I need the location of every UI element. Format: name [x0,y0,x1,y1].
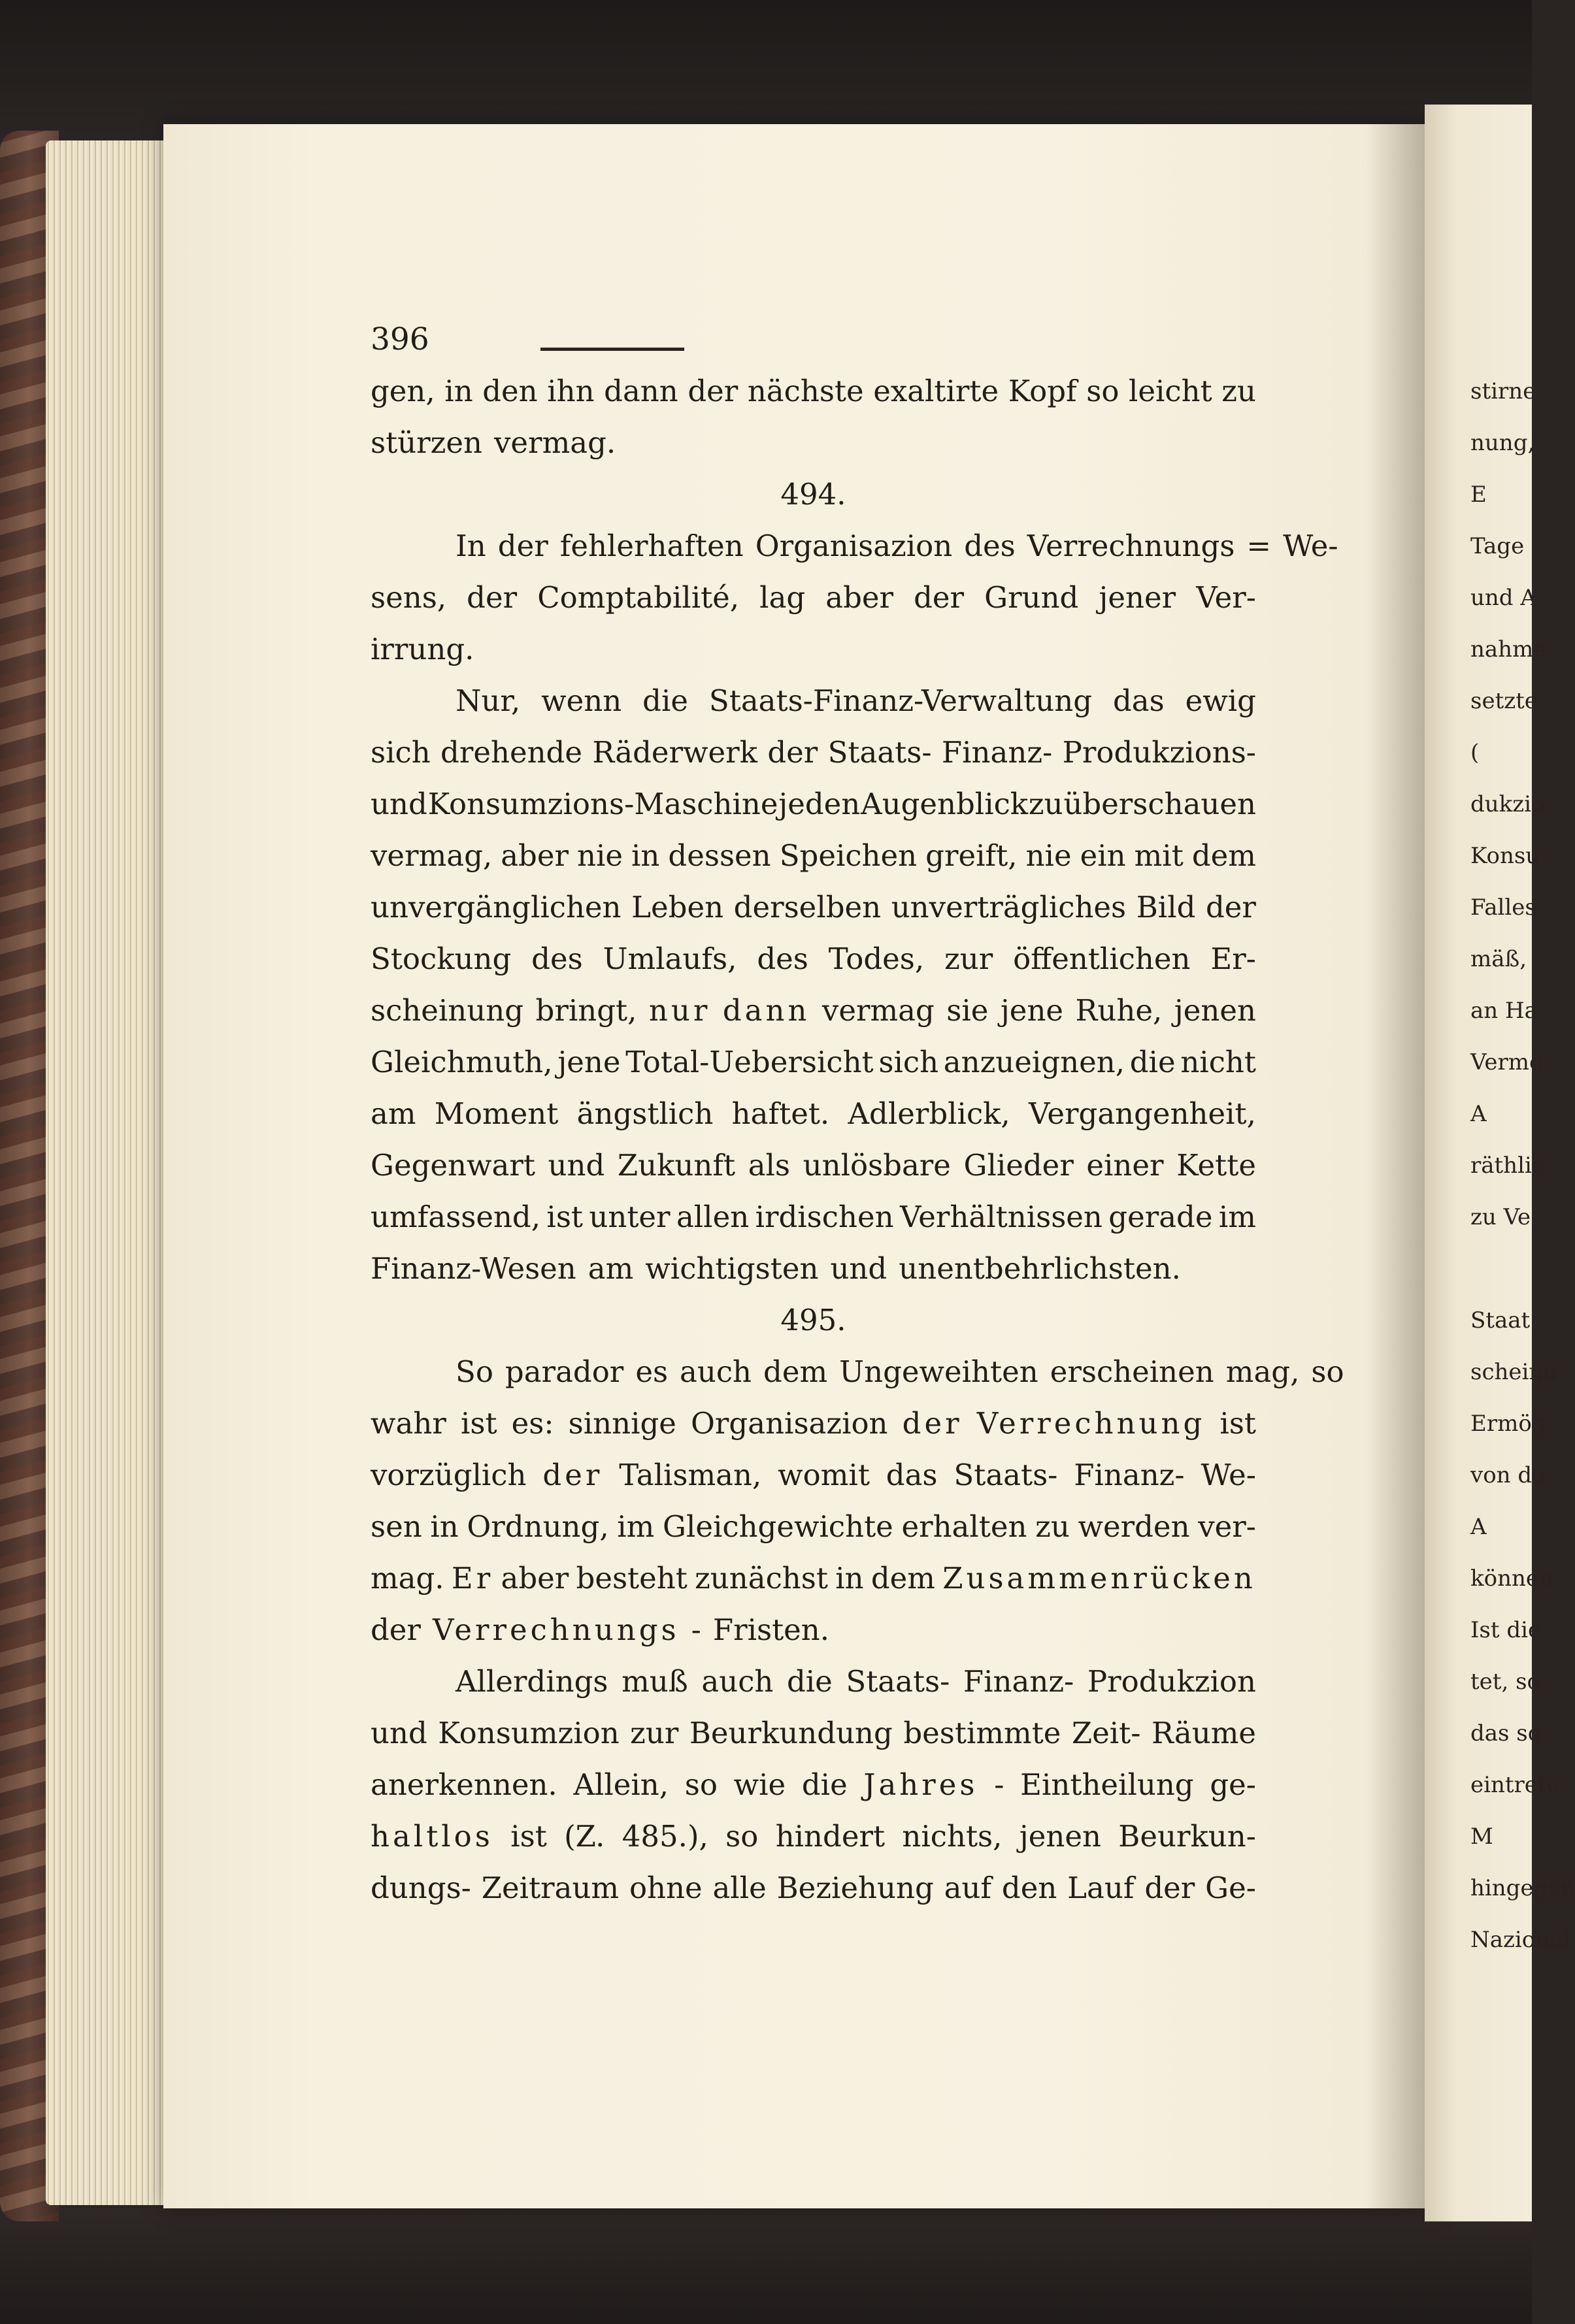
text-line [371,985,1256,1036]
text-line [371,1759,1256,1810]
word: hindert [775,1819,886,1854]
text-lines [371,365,1344,1914]
word: haftet. [731,1096,830,1131]
word: Gegenwart [371,1148,535,1183]
word: Augenblick [861,787,1029,821]
word: derselben [733,890,882,925]
word: ihn [547,374,595,408]
facing-page-fragment: A [1470,1101,1487,1127]
word: Allein, [573,1767,669,1802]
word: dungs- [371,1871,471,1905]
word: erhalten [901,1509,1027,1544]
word: wie [733,1767,786,1802]
word: Todes, [828,941,925,976]
text-line [371,727,1256,778]
word: vorzüglich [371,1458,527,1492]
word: der [542,1458,603,1492]
facing-page-fragment: Tage [1470,533,1525,559]
word: Konsumzion [438,1716,620,1750]
word: Verrechnung [976,1406,1206,1441]
word: so [1086,374,1119,408]
word: Zusammenrücken [942,1561,1256,1596]
word: Ordnung, [467,1509,609,1544]
word: ge- [1210,1767,1256,1802]
word: jenen [1019,1819,1101,1854]
word: Eintheilung [1020,1767,1194,1802]
word: dann [722,993,810,1028]
word: ohne [629,1871,703,1905]
page-header [371,314,1256,365]
word: aber [501,1561,569,1596]
word: in [444,374,473,408]
background-bottom [0,2208,1532,2324]
facing-page-fragment: hingegen [1470,1875,1575,1901]
word: Umlaufs, [603,941,737,976]
word: In [456,529,486,563]
word: ver- [1198,1509,1256,1544]
facing-page-fragment: tet, so [1470,1669,1540,1695]
text-line [371,778,1256,830]
text-line [371,1398,1256,1449]
word: dem [763,1354,828,1389]
word: Vergangenheit, [1029,1096,1256,1131]
word: erscheinen [1050,1354,1214,1389]
word: zur [944,941,993,976]
text-line [371,1552,1256,1604]
word: gerade [1108,1200,1213,1234]
facing-page-fragment: setzte [1470,688,1538,714]
facing-page-fragment: Nazional [1470,1927,1570,1953]
text-line [371,1088,1256,1139]
header-rule [540,348,684,351]
word: unlösbare [803,1148,951,1183]
word: Zukunft [617,1148,736,1183]
word: Comptabilité, [537,580,740,615]
word: so [725,1819,759,1854]
word: nächste [747,374,864,408]
page-number: 396 [371,321,429,357]
word: unvergänglichen [371,890,622,925]
word: bringt, [535,993,637,1028]
word: überschauen [1063,787,1256,821]
word: greift, [925,838,1018,873]
word: sich [371,735,431,770]
word: der [902,1406,963,1441]
word: Organisazion [755,529,953,563]
word: aber [501,838,569,873]
text-line [371,830,1256,881]
facing-page-fragment: Vermö [1470,1049,1543,1075]
word: allen [676,1200,750,1234]
word: so [684,1767,718,1802]
facing-page-fragment: können [1470,1565,1553,1592]
word: jeden [778,787,861,821]
facing-page-fragment: räthlic [1470,1153,1544,1179]
text-line [371,1449,1256,1501]
word: als [748,1148,791,1183]
word: irdischen [755,1200,894,1234]
word: Verhältnissen [899,1200,1102,1234]
facing-page-fragment: Konsu [1470,843,1540,869]
word: jene [557,1045,621,1079]
word: 485.), [622,1819,708,1854]
word: wenn [541,683,622,718]
word: wahr [371,1406,446,1441]
word: ist [460,1406,497,1441]
text-line [371,520,1338,572]
facing-page-fragment: und A [1470,585,1536,611]
text-line [371,468,1256,520]
word: und [548,1148,605,1183]
word: unentbehrlichsten. [899,1251,1181,1286]
word: We- [1201,1458,1256,1492]
word: so [1311,1354,1344,1389]
word: Räume [1151,1716,1256,1750]
word: haltlos [371,1819,493,1854]
word: und [371,1716,427,1750]
word: lag [759,580,806,615]
word: Beurkundung [689,1716,893,1750]
word: die [801,1767,848,1802]
word: wichtigsten [645,1251,819,1286]
word: fehlerhaften [559,529,744,563]
page-edges [46,140,176,2205]
word: der [688,374,738,408]
word: es: [511,1406,554,1441]
word: alle [712,1871,767,1905]
word: Kette [1176,1148,1256,1183]
word: dem [870,1561,935,1596]
word: Ver- [1196,580,1256,615]
word: mag. [371,1561,444,1596]
text-line [371,572,1256,623]
text-line [371,417,1256,468]
word: Glieder [963,1148,1074,1183]
word: Lauf [1067,1871,1135,1905]
word: der [914,580,965,615]
word: anerkennen. [371,1767,557,1802]
word: Staats- [846,1664,950,1699]
word: jene [1000,993,1064,1028]
word: zur [630,1716,679,1750]
word: ängstlich [576,1096,714,1131]
word: das [886,1458,938,1492]
word: am [371,1096,416,1131]
word: dessen [668,838,771,873]
word: im [617,1509,655,1544]
facing-page-fragment: nahme [1470,636,1547,663]
word: Beziehung [776,1871,934,1905]
word: auf [944,1871,992,1905]
facing-page-text [1470,366,1575,1966]
text-line [371,1862,1256,1914]
text-line [371,1243,1256,1294]
word: der [1205,890,1256,925]
word: und [371,787,427,821]
word: zunächst [695,1561,828,1596]
word: exaltirte [873,374,999,408]
word: den [1001,1871,1057,1905]
facing-page-fragment: E [1470,482,1487,508]
word: Gleichmuth, [371,1045,553,1079]
word: Total-Uebersicht [625,1045,874,1079]
word: anzueignen, [943,1045,1125,1079]
word: bestimmte [903,1716,1061,1750]
word: öffentlichen [1013,941,1191,976]
word: Finanz- [963,1664,1074,1699]
page-text [371,314,1344,1914]
word: nichts, [902,1819,1003,1854]
word: zu [1221,374,1256,408]
word: Ungeweihten [839,1354,1038,1389]
word: Grund [984,580,1079,615]
word: nie [1025,838,1072,873]
facing-page-fragment: A [1470,1514,1487,1540]
word: des [531,941,583,976]
word: Fristen. [712,1612,830,1647]
word: dann [604,374,678,408]
text-line [371,1346,1344,1398]
text-line [371,933,1256,985]
word: Staats-Finanz-Verwaltung [708,683,1093,718]
word: den [482,374,538,408]
facing-page-fragment: an Ha [1470,998,1538,1024]
text-line [371,365,1256,417]
word: Konsumzions-Maschine [427,787,778,821]
word: es [635,1354,669,1389]
word: gen, [371,374,435,408]
text-line [371,1501,1256,1552]
word: irrung. [371,632,474,666]
word: Zeit- [1071,1716,1141,1750]
facing-page-fragment: nung, [1470,430,1535,456]
word: einer [1086,1148,1164,1183]
facing-page-fragment: von de [1470,1462,1546,1488]
word: auch [680,1354,752,1389]
word: die [642,683,689,718]
facing-page-fragment: eintrete [1470,1772,1560,1798]
word: scheinung [371,993,524,1028]
text-line [371,1604,1256,1656]
word: im [1218,1200,1256,1234]
word: dem [1191,838,1256,873]
word: ist [546,1200,583,1234]
word: Nur, [456,683,521,718]
word: Leben [631,890,724,925]
word: jener [1099,580,1176,615]
word: Produkzions- [1062,735,1256,770]
word: parador [505,1354,624,1389]
word: nur [648,993,711,1028]
text-line [371,1191,1256,1243]
text-line [371,1294,1256,1346]
word: sen [371,1509,422,1544]
facing-page-fragment: Falles [1470,894,1536,921]
word: vermag, [371,838,493,873]
word: des [964,529,1016,563]
word: in [835,1561,864,1596]
word: 495. [780,1303,846,1337]
facing-page-fragment: zu Ve [1470,1204,1531,1230]
facing-page-fragment: scheinu [1470,1359,1558,1385]
word: Verrechnungs [1027,529,1235,563]
word: Allerdings [456,1664,608,1699]
word: vermag. [494,425,616,460]
word: sie [946,993,989,1028]
facing-page-fragment: stirne [1470,378,1536,404]
word: Staats- [827,735,932,770]
word: ewig [1185,683,1256,718]
word: Adlerblick, [848,1096,1010,1131]
word: stürzen [371,425,482,460]
word: werden [1078,1509,1190,1544]
text-line [371,1656,1256,1707]
word: leicht [1128,374,1212,408]
word: vermag [821,993,935,1028]
word: Talisman, [619,1458,762,1492]
word: jenen [1174,993,1256,1028]
word: sinnige [568,1406,676,1441]
word: der [371,1612,421,1647]
facing-page-fragment: Staat [1470,1307,1531,1334]
word: womit [778,1458,870,1492]
word: der [767,735,818,770]
word: des [757,941,808,976]
word: Zeitraum [481,1871,620,1905]
word: ein [1080,838,1126,873]
word: Finanz- [1074,1458,1185,1492]
word: unter [589,1200,671,1234]
word: Er [451,1561,494,1596]
text-line [371,1036,1256,1088]
word: Jahres [863,1767,978,1802]
word: - [691,1612,701,1647]
text-line [371,881,1256,933]
word: Produkzion [1087,1664,1256,1699]
word: Räderwerk [592,735,757,770]
word: aber [825,580,894,615]
text-line [371,1139,1256,1191]
word: ist [510,1819,547,1854]
word: die [786,1664,833,1699]
word: nicht [1180,1045,1256,1079]
word: der [497,529,548,563]
facing-page-fragment: Ist die [1470,1617,1542,1643]
word: 494. [780,477,846,512]
word: = [1246,529,1272,563]
word: Verrechnungs [432,1612,680,1647]
word: in [430,1509,459,1544]
word: Finanz- [941,735,1053,770]
word: (Z. [564,1819,605,1854]
word: und [830,1251,887,1286]
word: sens, [371,580,447,615]
word: der [467,580,518,615]
text-line [371,623,1256,675]
facing-page-fragment: das so [1470,1720,1542,1746]
word: zu [1035,1509,1070,1544]
word: auch [701,1664,774,1699]
word: drehende [440,735,582,770]
word: Organisazion [691,1406,888,1441]
word: We- [1283,529,1338,563]
word: mit [1134,838,1184,873]
word: umfassend, [371,1200,541,1234]
word: Speichen [779,838,918,873]
word: Bild [1136,890,1196,925]
word: Gleichgewichte [663,1509,893,1544]
word: Beurkun- [1118,1819,1256,1854]
word: zu [1028,787,1063,821]
word: muß [622,1664,688,1699]
text-line [371,1810,1256,1862]
text-line [371,1707,1256,1759]
word: die [1129,1045,1176,1079]
word: Staats- [953,1458,1058,1492]
word: der [1144,1871,1195,1905]
text-line [371,675,1256,727]
facing-page-fragment: mäß, [1470,946,1527,972]
word: Ge- [1205,1871,1256,1905]
word: in [631,838,660,873]
word: unverträgliches [891,890,1127,925]
word: sich [878,1045,939,1079]
word: Stockung [371,941,512,976]
word: Moment [434,1096,559,1131]
facing-page-fragment: ( [1470,740,1480,766]
word: So [456,1354,493,1389]
facing-page-fragment: M [1470,1824,1493,1850]
facing-page-fragment: dukzio [1470,791,1545,817]
word: ist [1219,1406,1256,1441]
facing-page-fragment [1470,1243,1532,1295]
word: das [1112,683,1165,718]
facing-page-fragment: Ermög [1470,1411,1546,1437]
word: am [588,1251,634,1286]
word: besteht [576,1561,688,1596]
word: Kopf [1008,374,1077,408]
word: nie [577,838,623,873]
word: mag, [1225,1354,1300,1389]
word: - [994,1767,1004,1802]
word: Ruhe, [1075,993,1163,1028]
word: Finanz-Wesen [371,1251,576,1286]
word: Er- [1210,941,1256,976]
